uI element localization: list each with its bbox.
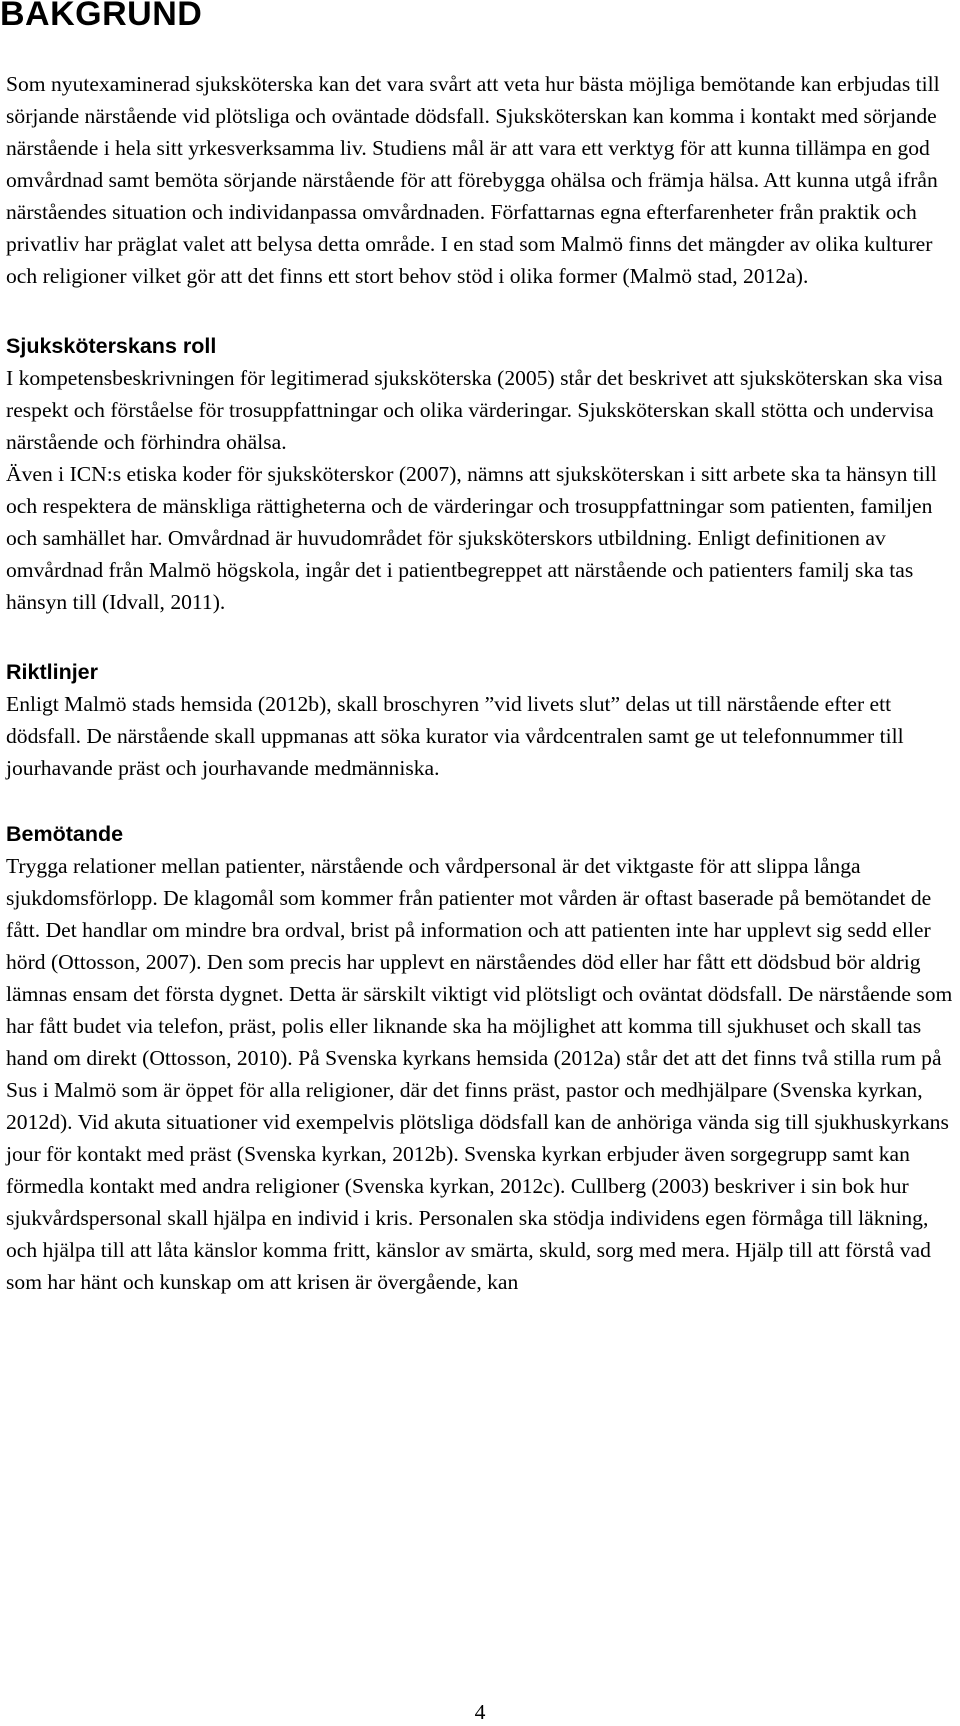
document-body <box>6 68 954 1298</box>
paragraph-roll-2: Även i ICN:s etiska koder för sjuksköterskor (2007), nämns att sjuksköterskan i sitt arbete ska ta hänsyn till och respektera de mänskliga rättigheterna och de värderingar och trosuppfattningar som patienten, familjen och samhället har. Omvårdnad är huvudområdet för sjuksköterskors utbildning. Enligt definitionen av omvårdnad från Malmö högskola, ingår det i patientbegreppet att närstående och patienters familj ska tas hänsyn till (Idvall, 2011). <box>6 462 937 614</box>
intro-paragraph: Som nyutexaminerad sjuksköterska kan det vara svårt att veta hur bästa möjliga bemötande kan erbjudas till sörjande närstående vid plötsliga och oväntade dödsfall. Sjuksköterskan kan komma i kontakt med sörjande närstående i hela sitt yrkesverksamma liv. Studiens mål är att vara ett verktyg för att kunna tillämpa en god omvårdnad samt bemöta sörjande närstående för att förebygga ohälsa och främja hälsa. Att kunna utgå ifrån närståendes situation och individanpassa omvårdnaden. Författarnas egna efterfarenheter från praktik och privatliv har präglat valet att belysa detta område. I en stad som Malmö finns det mängder av olika kulturer och religioner vilket gör att det finns ett stort behov stöd i olika former (Malmö stad, 2012a). <box>6 72 940 288</box>
paragraph-roll-1: I kompetensbeskrivningen för legitimerad sjuksköterska (2005) står det beskrivet att sjuksköterskan ska visa respekt och förståelse för trosuppfattningar och olika värderingar. Sjuksköterskan skall stötta och undervisa närstående och förhindra ohälsa. <box>6 366 943 454</box>
paragraph-bemotande: Trygga relationer mellan patienter, närstående och vårdpersonal är det viktgaste för att slippa långa sjukdomsförlopp. De klagomål som kommer från patienter mot vården är oftast baserade på bemötandet de fått. Det handlar om mindre bra ordval, brist på information och att patienten inte har upplevt sig sedd eller hörd (Ottosson, 2007). Den som precis har upplevt en närståendes död eller har fått ett dödsbud bör aldrig lämnas ensam det första dygnet. Detta är särskilt viktigt vid plötsligt och oväntat dödsfall. De närstående som har fått budet via telefon, präst, polis eller liknande ska ha möjlighet att komma till sjukhuset och skall tas hand om direkt (Ottosson, 2010). På Svenska kyrkans hemsida (2012a) står det att det finns två stilla rum på Sus i Malmö som är öppet för alla religioner, där det finns präst, pastor och medhjälpare (Svenska kyrkan, 2012d). Vid akuta situationer vid exempelvis plötsliga dödsfall kan de anhöriga vända sig till sjukhuskyrkans jour för kontakt med präst (Svenska kyrkan, 2012b). Svenska kyrkan erbjuder även sorgegrupp samt kan förmedla kontakt med andra religioner (Svenska kyrkan, 2012c). Cullberg (2003) beskriver i sin bok hur sjukvårdspersonal skall hjälpa en individ i kris. Personalen ska stödja individens egen förmåga till läkning, och hjälpa till att låta känslor komma fritt, känslor av smärta, skuld, sorg med mera. Hjälp till att förstå vad som har hänt och kunskap om att krisen är övergående, kan <box>6 854 953 1294</box>
page-number: 4 <box>474 1700 486 1724</box>
heading-riktlinjer: Riktlinjer <box>6 660 98 684</box>
heading-sjukskoterskans-roll: Sjuksköterskans roll <box>6 334 217 358</box>
paragraph-riktlinjer: Enligt Malmö stads hemsida (2012b), skall broschyren ”vid livets slut” delas ut till närstående efter ett dödsfall. De närstående skall uppmanas att söka kurator via vårdcentralen samt ge ut telefonnummer till jourhavande präst och jourhavande medmänniska. <box>6 692 904 780</box>
section-title: BAKGRUND <box>0 0 203 33</box>
heading-bemotande: Bemötande <box>6 822 124 846</box>
